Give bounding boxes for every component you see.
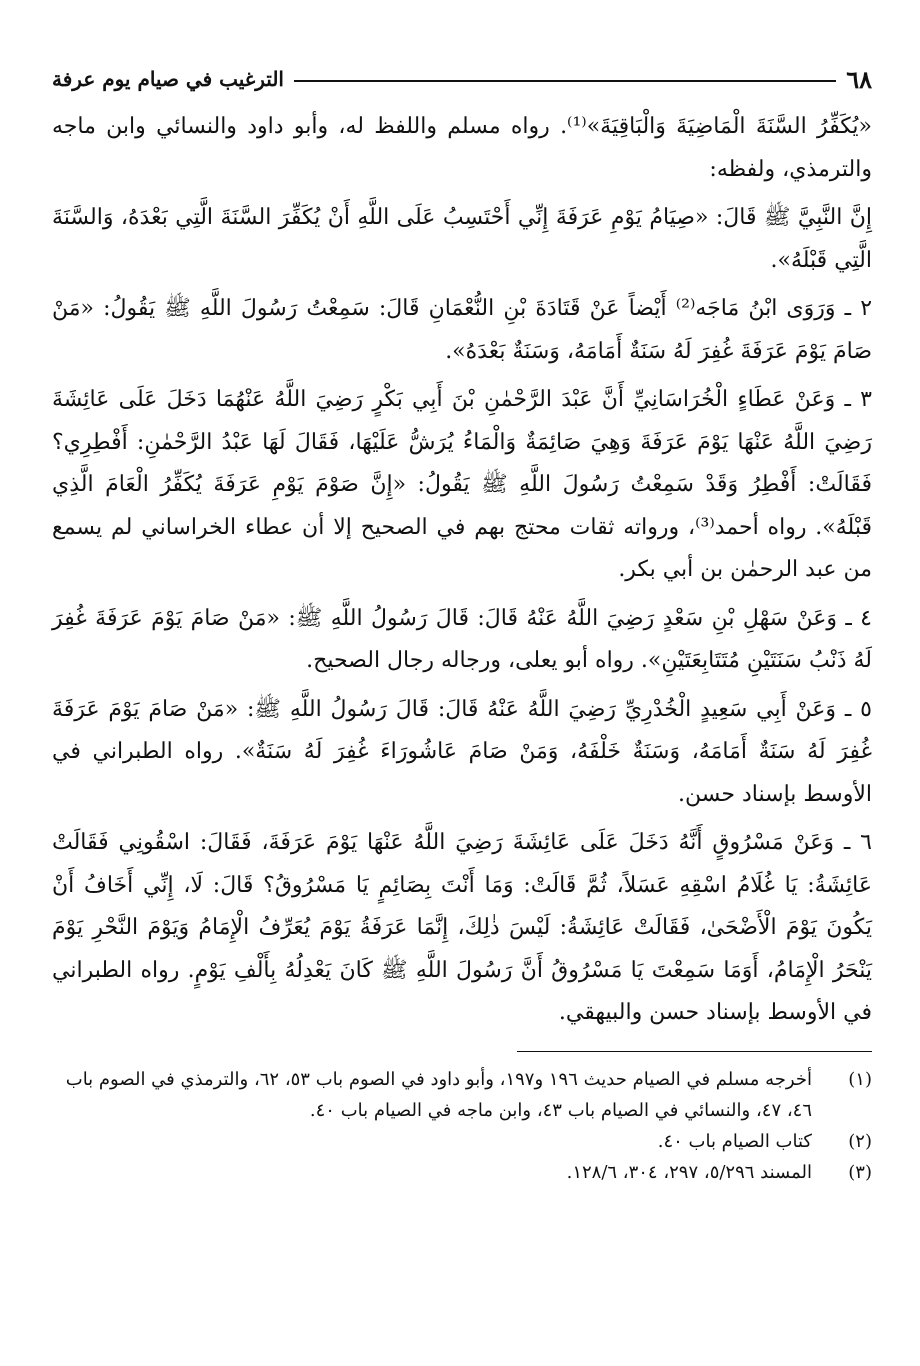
running-header bbox=[52, 62, 872, 96]
running-title: الترغيب في صيام يوم عرفة bbox=[52, 67, 284, 91]
paragraph-hadith-4: ٤ ـ وَعَنْ سَهْلِ بْنِ سَعْدٍ رَضِيَ اللَّهُ عَنْهُ قَالَ: قَالَ رَسُولُ اللَّهِ ﷺ: «مَنْ صَامَ يَوْمَ عَرَفَةَ غُفِرَ لَهُ ذَنْبُ سَنَتَيْنِ مُتَتَابِعَتَيْنِ». رواه أبو يعلى، ورجاله رجال الصحيح. bbox=[52, 605, 872, 673]
footnote-number: (٢) bbox=[848, 1130, 872, 1152]
footnote-text: المسند ٥/٢٩٦، ٢٩٧، ٣٠٤، ١٢٨/٦. bbox=[566, 1161, 812, 1183]
paragraph-hadith-text: إِنَّ النَّبِيَّ ﷺ قَالَ: «صِيَامُ يَوْمِ عَرَفَةَ إِنِّي أَحْتَسِبُ عَلَى اللَّهِ أَنْ يُكَفِّرَ السَّنَةَ الَّتِي بَعْدَهُ، وَالسَّنَةَ الَّتِي قَبْلَهُ». bbox=[52, 205, 872, 273]
footnotes bbox=[52, 1064, 872, 1188]
page-number: ٦٨ bbox=[846, 64, 872, 94]
paragraph-hadith-5: ٥ ـ وَعَنْ أَبِي سَعِيدٍ الْخُدْرِيِّ رَضِيَ اللَّهُ عَنْهُ قَالَ: قَالَ رَسُولُ اللَّهِ ﷺ: «مَنْ صَامَ يَوْمَ عَرَفَةَ غُفِرَ لَهُ سَنَةٌ أَمَامَهُ، وَسَنَةٌ خَلْفَهُ، وَمَنْ صَامَ عَاشُورَاءَ غُفِرَ لَهُ سَنَةٌ». رواه الطبراني في الأوسط بإسناد حسن. bbox=[52, 696, 872, 807]
footnote-number: (٣) bbox=[848, 1161, 872, 1183]
main-text bbox=[52, 106, 872, 1035]
paragraph-hadith-2: ٢ ـ وَرَوَى ابْنُ مَاجَه⁽²⁾ أَيْضاً عَنْ قَتَادَةَ بْنِ النُّعْمَانِ قَالَ: سَمِعْتُ رَسُولَ اللَّهِ ﷺ يَقُولُ: «مَنْ صَامَ يَوْمَ عَرَفَةَ غُفِرَ لَهُ سَنَةٌ أَمَامَهُ، وَسَنَةٌ بَعْدَهُ». bbox=[52, 296, 873, 364]
paragraph-hadith-3: ٣ ـ وَعَنْ عَطَاءٍ الْخُرَاسَانِيِّ أَنَّ عَبْدَ الرَّحْمٰنِ بْنَ أَبِي بَكْرٍ رَضِيَ اللَّهُ عَنْهُمَا دَخَلَ عَلَى عَائِشَةَ رَضِيَ اللَّهُ عَنْهَا يَوْمَ عَرَفَةَ وَهِيَ صَائِمَةٌ وَالْمَاءُ يُرَشُّ عَلَيْهَا، فَقَالَ لَهَا عَبْدُ الرَّحْمٰنِ: أَفْطِرِي؟ فَقَالَتْ: أَفْطِرُ وَقَدْ سَمِعْتُ رَسُولَ اللَّهِ ﷺ يَقُولُ: «إِنَّ صَوْمَ يَوْمِ عَرَفَةَ يُكَفِّرُ الْعَامَ الَّذِي قَبْلَهُ». رواه أحمد⁽³⁾، ورواته ثقات محتج بهم في الصحيح إلا أن عطاء الخراساني لم يسمع من عبد الرحمٰن بن أبي بكر. bbox=[52, 387, 872, 582]
header-rule bbox=[294, 80, 836, 82]
paragraph-continuation: «يُكَفِّرُ السَّنَةَ الْمَاضِيَةَ وَالْبَاقِيَةَ»⁽¹⁾. رواه مسلم واللفظ له، وأبو داود والنسائي وابن ماجه والترمذي، ولفظه: bbox=[52, 114, 872, 182]
footnote bbox=[52, 1064, 872, 1126]
footnote bbox=[52, 1126, 872, 1157]
footnote-text: أخرجه مسلم في الصيام حديث ١٩٦ و١٩٧، وأبو داود في الصوم باب ٥٣، ٦٢، والترمذي في الصوم باب ٤٦، ٤٧، والنسائي في الصيام باب ٤٣، وابن ماجه في الصيام باب ٤٠. bbox=[65, 1068, 812, 1121]
footnote-number: (١) bbox=[848, 1068, 872, 1090]
footnote-text: كتاب الصيام باب ٤٠. bbox=[657, 1130, 812, 1152]
footnote-separator bbox=[517, 1051, 872, 1052]
footnote bbox=[52, 1157, 872, 1188]
paragraph-hadith-6: ٦ ـ وَعَنْ مَسْرُوقٍ أَنَّهُ دَخَلَ عَلَى عَائِشَةَ رَضِيَ اللَّهُ عَنْهَا يَوْمَ عَرَفَةَ، فَقَالَ: اسْقُونِي فَقَالَتْ عَائِشَةُ: يَا غُلَامُ اسْقِهِ عَسَلاً، ثُمَّ قَالَتْ: وَمَا أَنْتَ بِصَائِمٍ يَا مَسْرُوقُ؟ قَالَ: لَا، إِنِّي أَخَافُ أَنْ يَكُونَ يَوْمَ الْأَضْحَىٰ، فَقَالَتْ عَائِشَةُ: لَيْسَ ذٰلِكَ، إِنَّمَا عَرَفَةُ يَوْمَ يُعَرِّفُ الْإِمَامُ وَيَوْمَ النَّحْرِ يَوْمَ يَنْحَرُ الْإِمَامُ، أَوَمَا سَمِعْتَ يَا مَسْرُوقُ أَنَّ رَسُولَ اللَّهِ ﷺ كَانَ يَعْدِلُهُ بِأَلْفِ يَوْمٍ. رواه الطبراني في الأوسط بإسناد حسن والبيهقي. bbox=[52, 830, 872, 1025]
